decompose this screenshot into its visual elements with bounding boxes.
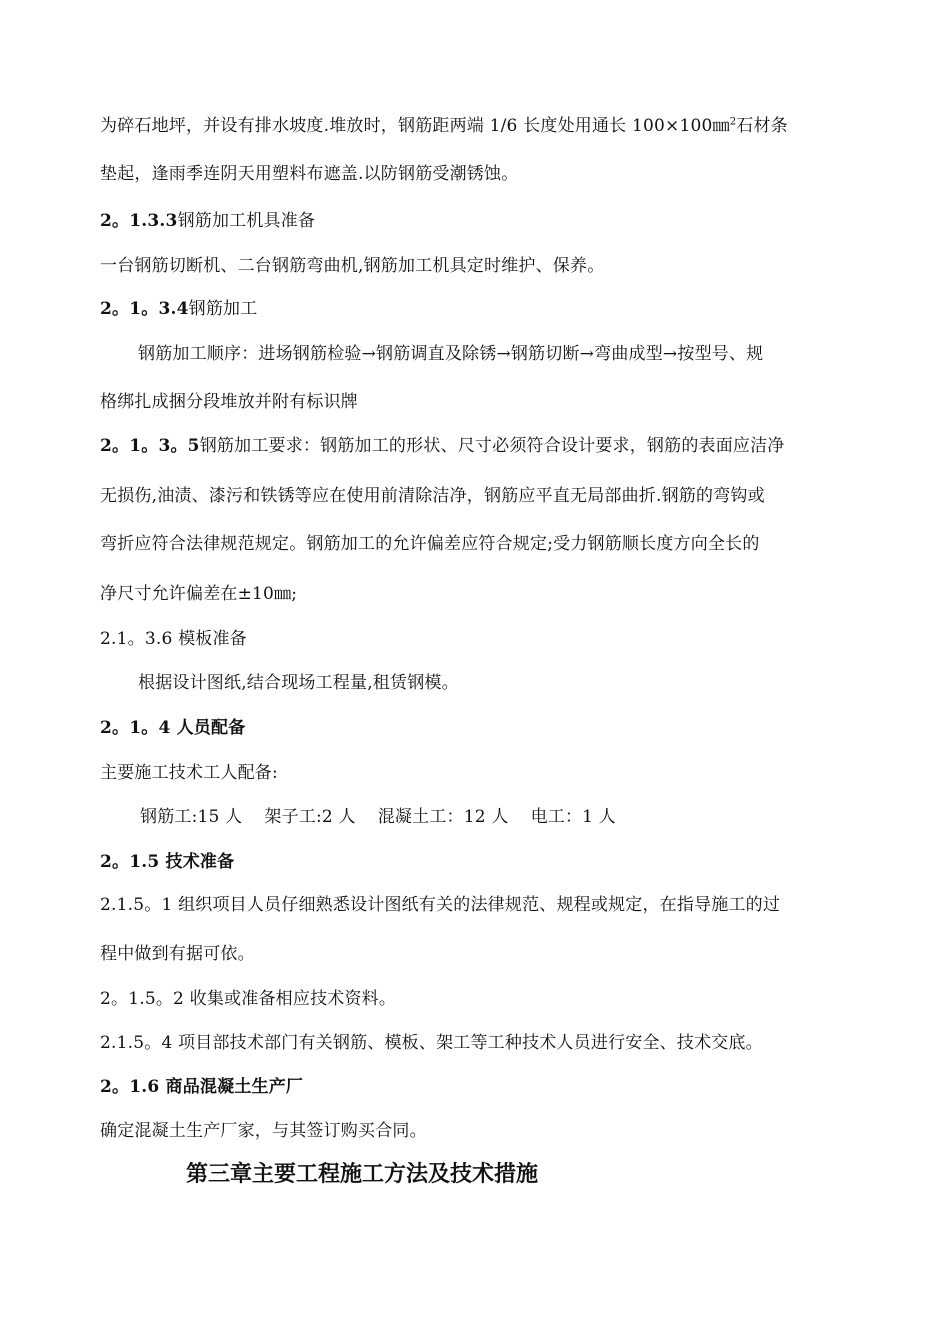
worker-count: 电工：1 人 bbox=[530, 807, 616, 827]
section-title: 钢筋加工机具准备 bbox=[177, 211, 316, 231]
paragraph-line: 2.1.5。4 项目部技术部门有关钢筋、模板、架工等工种技术人员进行安全、技术交底。 bbox=[100, 1033, 763, 1053]
section-heading-2-1-4: 2。1。4 人员配备 bbox=[100, 718, 246, 738]
paragraph-line: 2.1.5。1 组织项目人员仔细熟悉设计图纸有关的法律规范、规程或规定，在指导施工的过 bbox=[100, 895, 781, 915]
section-heading-2-1-3-3 bbox=[100, 209, 315, 233]
superscript: 2 bbox=[729, 116, 737, 128]
paragraph-line: 确定混凝土生产厂家，与其签订购买合同。 bbox=[100, 1121, 427, 1141]
paragraph-line: 垫起，逢雨季连阴天用塑料布遮盖.以防钢筋受潮锈蚀。 bbox=[100, 164, 519, 184]
section-heading-2-1-3-4 bbox=[100, 297, 257, 321]
worker-count: 钢筋工:15 人 bbox=[140, 807, 243, 827]
section-heading-2-1-6: 2。1.6 商品混凝土生产厂 bbox=[100, 1077, 304, 1097]
paragraph-line: 弯折应符合法律规范规定。钢筋加工的允许偏差应符合规定;受力钢筋顺长度方向全长的 bbox=[100, 534, 760, 554]
paragraph-line: 钢筋加工顺序：进场钢筋检验→钢筋调直及除锈→钢筋切断→弯曲成型→按型号、规 bbox=[138, 344, 764, 364]
worker-count: 架子工:2 人 bbox=[264, 807, 356, 827]
paragraph-line: 一台钢筋切断机、二台钢筋弯曲机,钢筋加工机具定时维护、保养。 bbox=[100, 256, 605, 276]
workers-list bbox=[140, 805, 616, 829]
worker-count: 混凝土工：12 人 bbox=[377, 807, 509, 827]
section-heading-2-1-5: 2。1.5 技术准备 bbox=[100, 852, 235, 872]
paragraph-line bbox=[100, 114, 788, 138]
section-heading-2-1-3-6: 2.1。3.6 模板准备 bbox=[100, 629, 247, 649]
section-text: 钢筋加工要求：钢筋加工的形状、尺寸必须符合设计要求，钢筋的表面应洁净 bbox=[199, 436, 785, 456]
section-heading-2-1-3-5 bbox=[100, 434, 785, 458]
section-number: 2。1.3.3 bbox=[100, 211, 178, 231]
section-title: 钢筋加工 bbox=[188, 299, 258, 319]
paragraph-line: 格绑扎成捆分段堆放并附有标识牌 bbox=[100, 392, 358, 412]
line-text: 为碎石地坪，并设有排水坡度.堆放时，钢筋距两端 1/6 长度处用通长 100×100㎜ bbox=[100, 116, 730, 136]
paragraph-line: 程中做到有据可依。 bbox=[100, 944, 255, 964]
paragraph-line: 无损伤,油渍、漆污和铁锈等应在使用前清除洁净，钢筋应平直无局部曲折.钢筋的弯钩或 bbox=[100, 486, 765, 506]
section-number: 2。1。3.4 bbox=[100, 299, 189, 319]
section-number: 2。1。3。5 bbox=[100, 436, 200, 456]
paragraph-line: 主要施工技术工人配备: bbox=[100, 763, 278, 783]
chapter-title: 第三章主要工程施工方法及技术措施 bbox=[186, 1161, 539, 1187]
line-text: 石材条 bbox=[736, 116, 788, 136]
paragraph-line: 2。1.5。2 收集或准备相应技术资料。 bbox=[100, 989, 397, 1009]
paragraph-line: 净尺寸允许偏差在±10㎜; bbox=[100, 584, 298, 604]
paragraph-line: 根据设计图纸,结合现场工程量,租赁钢模。 bbox=[138, 673, 459, 693]
